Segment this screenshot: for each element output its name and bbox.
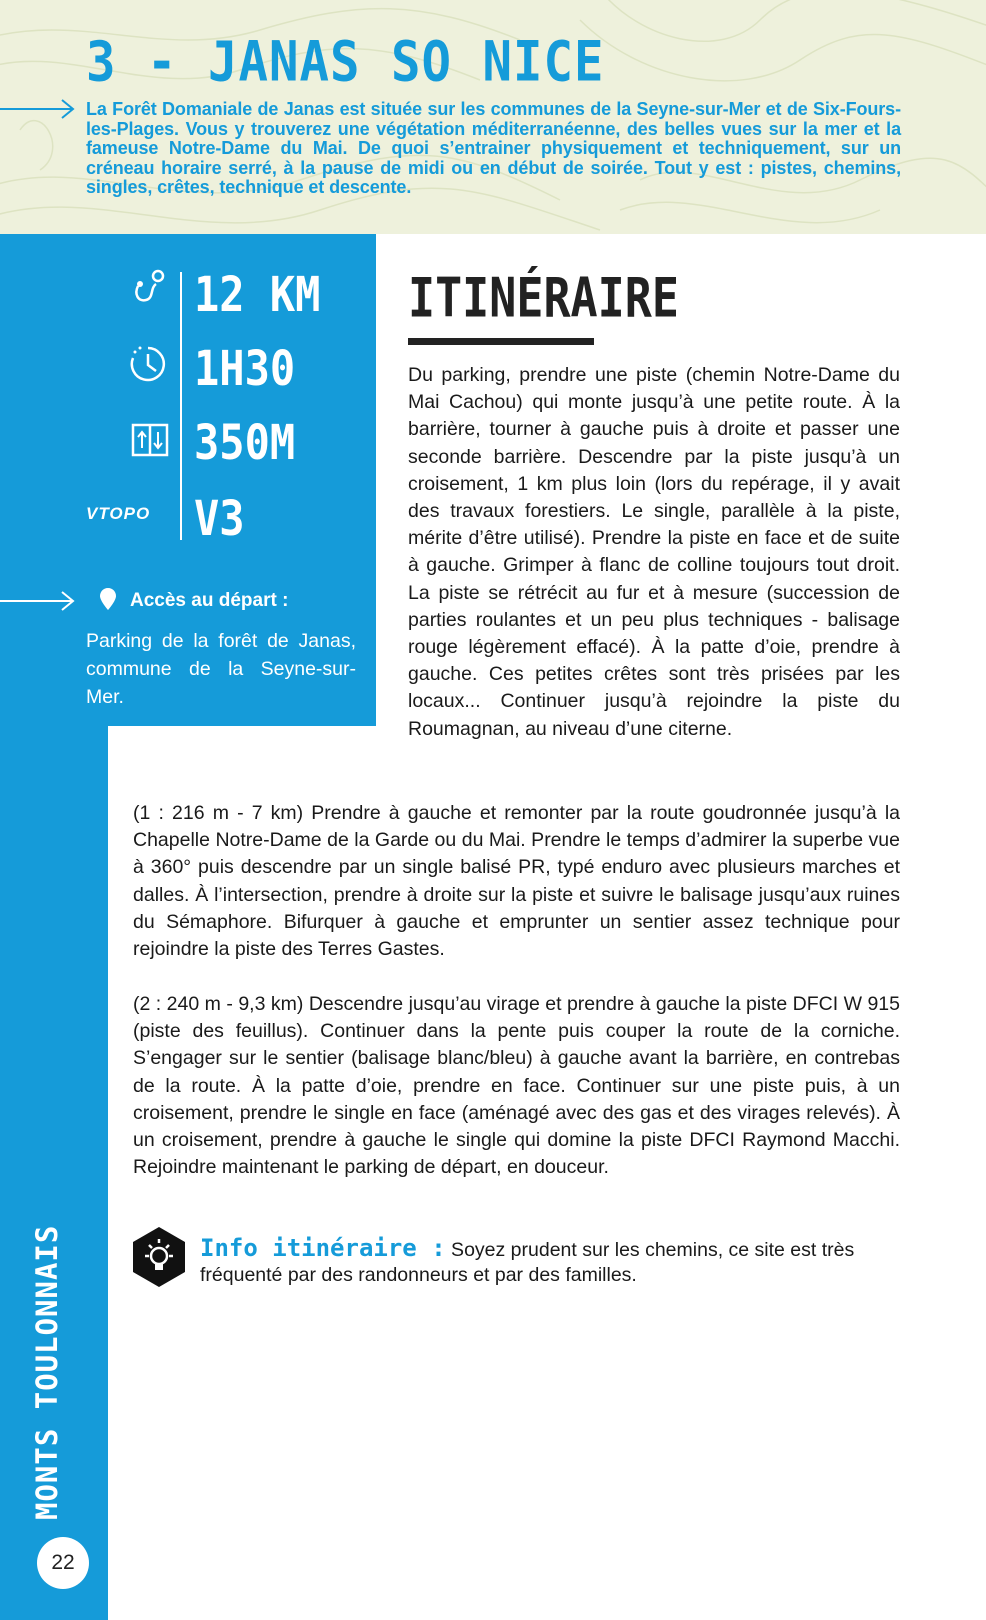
itinerary-paragraph-3: (2 : 240 m - 9,3 km) Descendre jusqu’au virage et prendre à gauche la piste DFCI W 915 (piste des feuillus). Continuer dans la pente puis couper la route de la corniche. S’engager sur le sentier (balisage blanc/bleu) à gauche avant la barrière, en contrebas de la route. À la patte d’oie, prendre en face. Continuer sur une piste puis, à un croisement, prendre le single en face (aménagé avec des gas et des virages relevés). À un croisement, prendre à gauche le single qui domine la piste DFCI Raymond Macchi. Rejoindre maintenant le parking de départ, en douceur. — [133, 993, 900, 1179]
page-number: 22 — [37, 1537, 89, 1589]
vtopo-logo: VTOPO — [86, 504, 151, 523]
info-text: Soyez prudent sur les chemins, ce site est très fréquenté par des randonneurs et par des familles. — [200, 1239, 855, 1286]
arrow-right-icon — [0, 589, 80, 613]
itinerary-heading: ITINÉRAIRE — [408, 266, 679, 330]
section-label: MONTS TOULONNAIS — [30, 1224, 64, 1520]
header — [0, 0, 986, 234]
access-text: Parking de la forêt de Janas, commune de la Seyne-sur-Mer. — [86, 630, 356, 708]
stats-divider — [180, 272, 182, 540]
route-pin-icon — [132, 268, 166, 308]
itinerary-paragraph-2: (1 : 216 m - 7 km) Prendre à gauche et remonter par la route goudronnée jusqu’à la Chapelle Notre-Dame de la Garde ou du Mai. Prendre le temps d’admirer la superbe vue à 360° puis descendre par un single balisé PR, typé enduro avec plusieurs marches et dalles. À l’intersection, prendre à droite sur la piste et suivre le balisage jusqu’aux ruines du Sémaphore. Bifurquer à gauche et emprunter un sentier assez technique pour rejoindre la piste des Terres Gastes. — [133, 802, 900, 961]
heading-underline — [408, 338, 594, 345]
arrow-right-icon — [0, 97, 80, 121]
duration-value: 1H30 — [194, 340, 296, 397]
info-label: Info itinéraire : — [200, 1234, 446, 1262]
elevation-icon — [130, 420, 170, 460]
elevation-value: 350M — [194, 414, 296, 471]
page-title: 3 - JANAS SO NICE — [86, 30, 605, 94]
distance-value: 12 KM — [194, 266, 321, 323]
access-title: Accès au départ : — [130, 590, 289, 611]
info-box — [200, 1236, 900, 1288]
location-pin-icon — [100, 588, 116, 610]
lightbulb-hexagon-icon — [131, 1226, 187, 1288]
intro-text: La Forêt Domaniale de Janas est située sur les communes de la Seyne-sur-Mer et de Six-Fours-les-Plages. Vous y trouverez une végétation méditerranéenne, des belles vues sur la mer et la fameuse Notre-Dame du Mai. De quoi s’entrainer physiquement et techniquement, sur un créneau horaire serré, à la pause de midi ou en début de soirée. Tout y est : pistes, chemins, singles, crêtes, technique et descente. — [86, 99, 901, 197]
clock-icon — [128, 344, 168, 384]
itinerary-paragraph-1: Du parking, prendre une piste (chemin Notre-Dame du Mai Cachou) qui monte jusqu’à une petite route. À la barrière, tourner à gauche puis à droite et passer une seconde barrière. Descendre par la piste jusqu’à un croisement, 1 km plus loin (lors du repérage, il y avait des travaux forestiers. Le single, parallèle à la piste, mérite d’être utilisé). Prendre la piste en face et de suite à gauche. Grimper à flanc de colline toujours tout droit. La piste se rétrécit au fur et à mesure (succession de parties roulantes et un peu plus techniques - balisage rouge légèrement effacé). À la patte d’oie, prendre à gauche. Ces petites crêtes sont très prisées par les locaux... Continuer jusqu’à rejoindre la piste du Roumagnan, au niveau d’une citerne. — [408, 364, 900, 740]
rating-value: V3 — [194, 490, 245, 547]
